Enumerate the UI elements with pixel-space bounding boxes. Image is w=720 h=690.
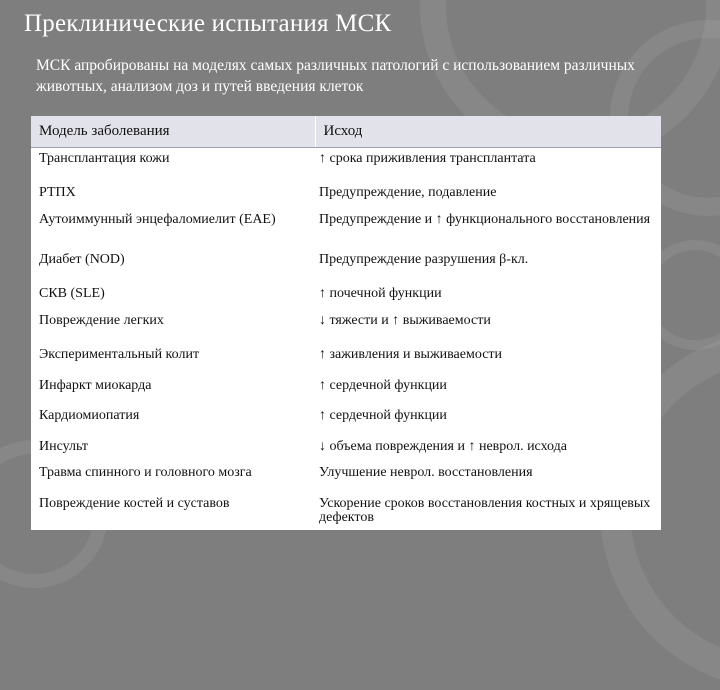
table-row (31, 432, 661, 463)
table-row (31, 340, 661, 371)
table-header-row (31, 116, 661, 148)
cell-model: Повреждение легких (39, 312, 164, 328)
cell-outcome: ↑ заживления и выживаемости (319, 347, 503, 362)
cell-outcome: ↑ сердечной функции (319, 408, 447, 423)
cell-outcome: ↓ объема повреждения и ↑ неврол. исхода (319, 438, 567, 454)
cell-model: Травма спинного и головного мозга (39, 465, 252, 480)
cell-model: РТПХ (39, 185, 76, 200)
results-table-container (31, 116, 661, 530)
table-row (31, 462, 661, 493)
cell-model: СКВ (SLE) (39, 286, 105, 301)
cell-model: Повреждение костей и суставов (39, 495, 230, 511)
table-row (31, 310, 661, 341)
slide-title: Преклинические испытания МСК (24, 10, 392, 37)
cell-model: Диабет (NOD) (39, 251, 125, 267)
cell-model: Аутоиммунный энцефаломиелит (EAE) (39, 211, 276, 227)
table-row (31, 249, 661, 280)
cell-outcome: ↑ почечной функции (319, 286, 442, 301)
header-outcome: Исход (315, 116, 661, 148)
table-row (31, 279, 661, 310)
cell-outcome: ↓ тяжести и ↑ выживаемости (319, 312, 491, 328)
cell-outcome: Предупреждение и ↑ функционального восстановления (319, 211, 651, 227)
table-row (31, 371, 661, 402)
cell-outcome: Предупреждение, подавление (319, 185, 497, 200)
cell-outcome: ↑ срока приживления трансплантата (319, 151, 536, 166)
cell-outcome: Ускорение сроков восстановления костных и хрящевых дефектов (319, 495, 651, 525)
cell-model: Инсульт (39, 438, 88, 454)
cell-outcome: Предупреждение разрушения β-кл. (319, 251, 529, 267)
cell-outcome: Улучшение неврол. восстановления (319, 465, 533, 480)
table-row (31, 178, 661, 209)
table-row (31, 493, 661, 533)
header-model: Модель заболевания (31, 116, 315, 148)
cell-model: Инфаркт миокарда (39, 377, 152, 393)
cell-outcome: ↑ сердечной функции (319, 377, 447, 393)
table-row (31, 209, 661, 249)
cell-model: Кардиомиопатия (39, 408, 140, 423)
cell-model: Экспериментальный колит (39, 347, 200, 362)
results-table (31, 116, 661, 533)
slide-subtitle: МСК апробированы на моделях самых различных патологий с использованием различных животных, анализом доз и путей введения клеток (36, 57, 635, 95)
table-row (31, 148, 661, 179)
table-row (31, 401, 661, 432)
cell-model: Трансплантация кожи (39, 151, 170, 166)
